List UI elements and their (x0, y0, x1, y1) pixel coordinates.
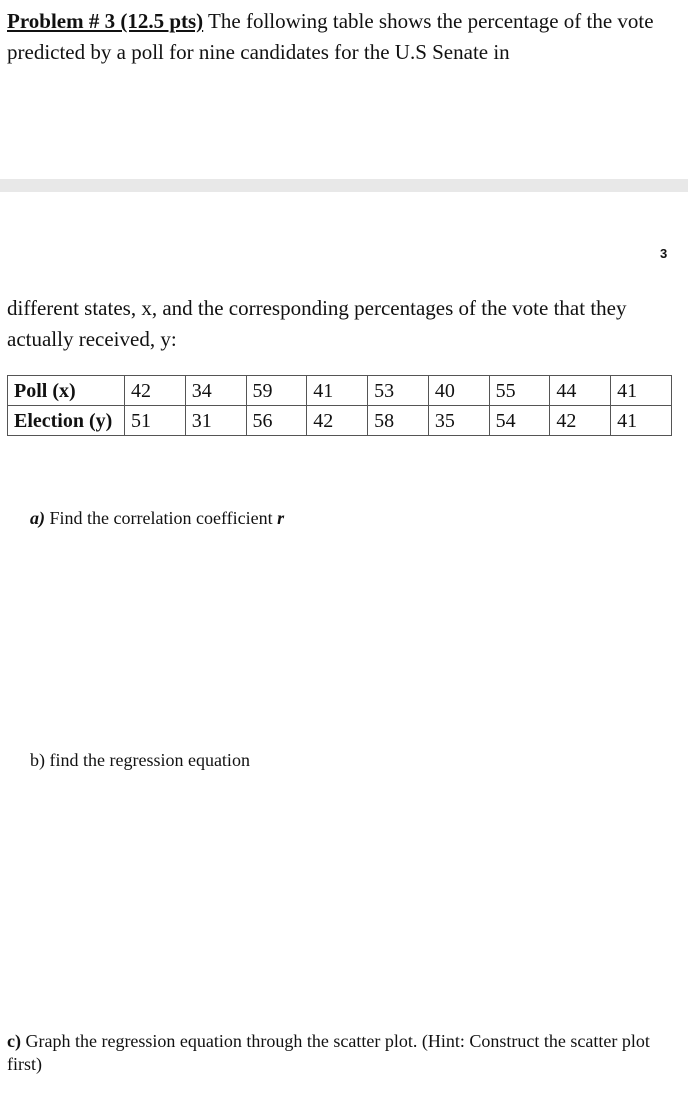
table-cell: 58 (368, 406, 429, 436)
page-number: 3 (660, 246, 668, 261)
row-header-poll: Poll (x) (8, 376, 125, 406)
question-a-variable: r (277, 508, 285, 528)
question-a (30, 508, 284, 529)
question-c-tag: c) (7, 1031, 21, 1051)
table-cell: 35 (428, 406, 489, 436)
table-cell: 54 (489, 406, 550, 436)
question-c (7, 1030, 667, 1076)
question-b: b) find the regression equation (30, 750, 250, 770)
table-cell: 55 (489, 376, 550, 406)
table-cell: 41 (307, 376, 368, 406)
problem-intro-text: The following table shows the percentage of the vote predicted by a poll for nine candidates for the U.S Senate in (7, 9, 654, 64)
problem-label: Problem # 3 (12.5 pts) (7, 9, 204, 33)
table-cell: 41 (611, 406, 672, 436)
table-cell: 41 (611, 376, 672, 406)
table-cell: 31 (185, 406, 246, 436)
table-cell: 42 (550, 406, 611, 436)
table-cell: 51 (125, 406, 186, 436)
question-a-text: Find the correlation coefficient (45, 508, 278, 528)
table-cell: 44 (550, 376, 611, 406)
problem-continuation: different states, x, and the corresponding percentages of the vote that they actually received, y: (7, 296, 627, 351)
question-c-text: Graph the regression equation through the scatter plot. (Hint: Construct the scatter plot first) (7, 1031, 650, 1074)
problem-intro (7, 6, 677, 68)
data-table (7, 375, 672, 436)
question-a-tag: a) (30, 508, 45, 528)
table-cell: 59 (246, 376, 307, 406)
page-divider (0, 179, 688, 192)
table-cell: 42 (125, 376, 186, 406)
table-cell: 56 (246, 406, 307, 436)
table-row-election (8, 406, 672, 436)
table-cell: 40 (428, 376, 489, 406)
table-cell: 42 (307, 406, 368, 436)
table-cell: 53 (368, 376, 429, 406)
table-row-poll (8, 376, 672, 406)
table-cell: 34 (185, 376, 246, 406)
row-header-election: Election (y) (8, 406, 125, 436)
